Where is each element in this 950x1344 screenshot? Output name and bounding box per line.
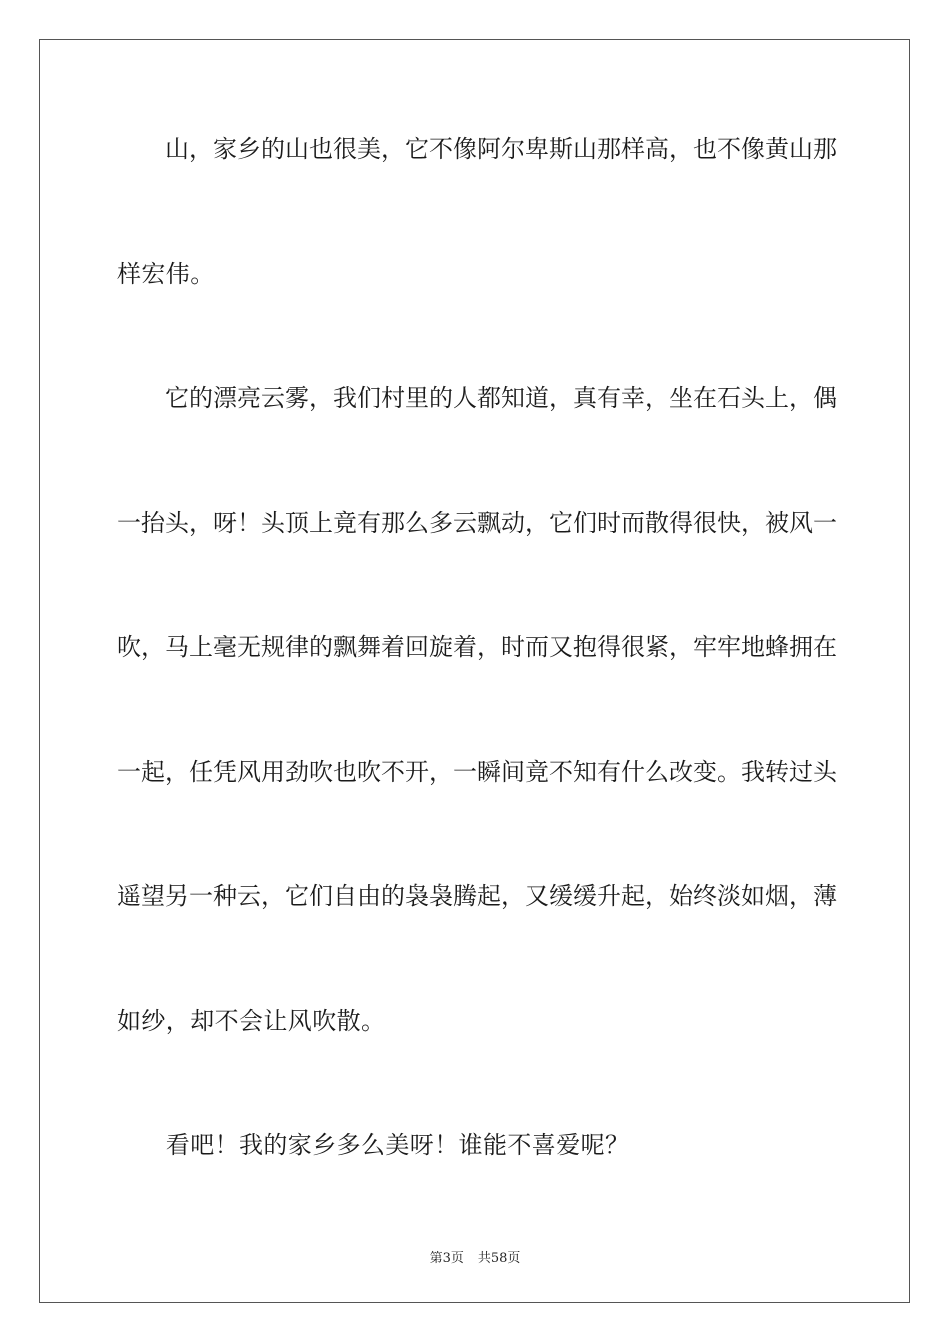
paragraph-line: 如纱，却不会让风吹散。 xyxy=(117,1007,386,1035)
paragraph-line: 遥望另一种云，它们自由的袅袅腾起，又缓缓升起，始终淡如烟，薄 xyxy=(117,882,837,910)
paragraph-line: 样宏伟。 xyxy=(117,260,215,288)
page-frame xyxy=(39,39,910,1303)
total-pages-label: 共58页 xyxy=(477,1251,521,1266)
paragraph-line: 一起，任凭风用劲吹也吹不开，一瞬间竟不知有什么改变。我转过头 xyxy=(117,758,837,786)
paragraph-line: 山，家乡的山也很美，它不像阿尔卑斯山那样高，也不像黄山那 xyxy=(117,135,837,163)
paragraph-line: 吹，马上毫无规律的飘舞着回旋着，时而又抱得很紧，牢牢地蜂拥在 xyxy=(117,633,837,661)
paragraph-line: 它的漂亮云雾，我们村里的人都知道，真有幸，坐在石头上，偶 xyxy=(117,384,837,412)
paragraph-line: 看吧！我的家乡多么美呀！谁能不喜爱呢？ xyxy=(117,1131,630,1159)
current-page-label: 第3页 xyxy=(429,1251,464,1266)
paragraph-line: 一抬头，呀！头顶上竟有那么多云飘动，它们时而散得很快，被风一 xyxy=(117,509,837,537)
page-footer xyxy=(0,1247,950,1266)
